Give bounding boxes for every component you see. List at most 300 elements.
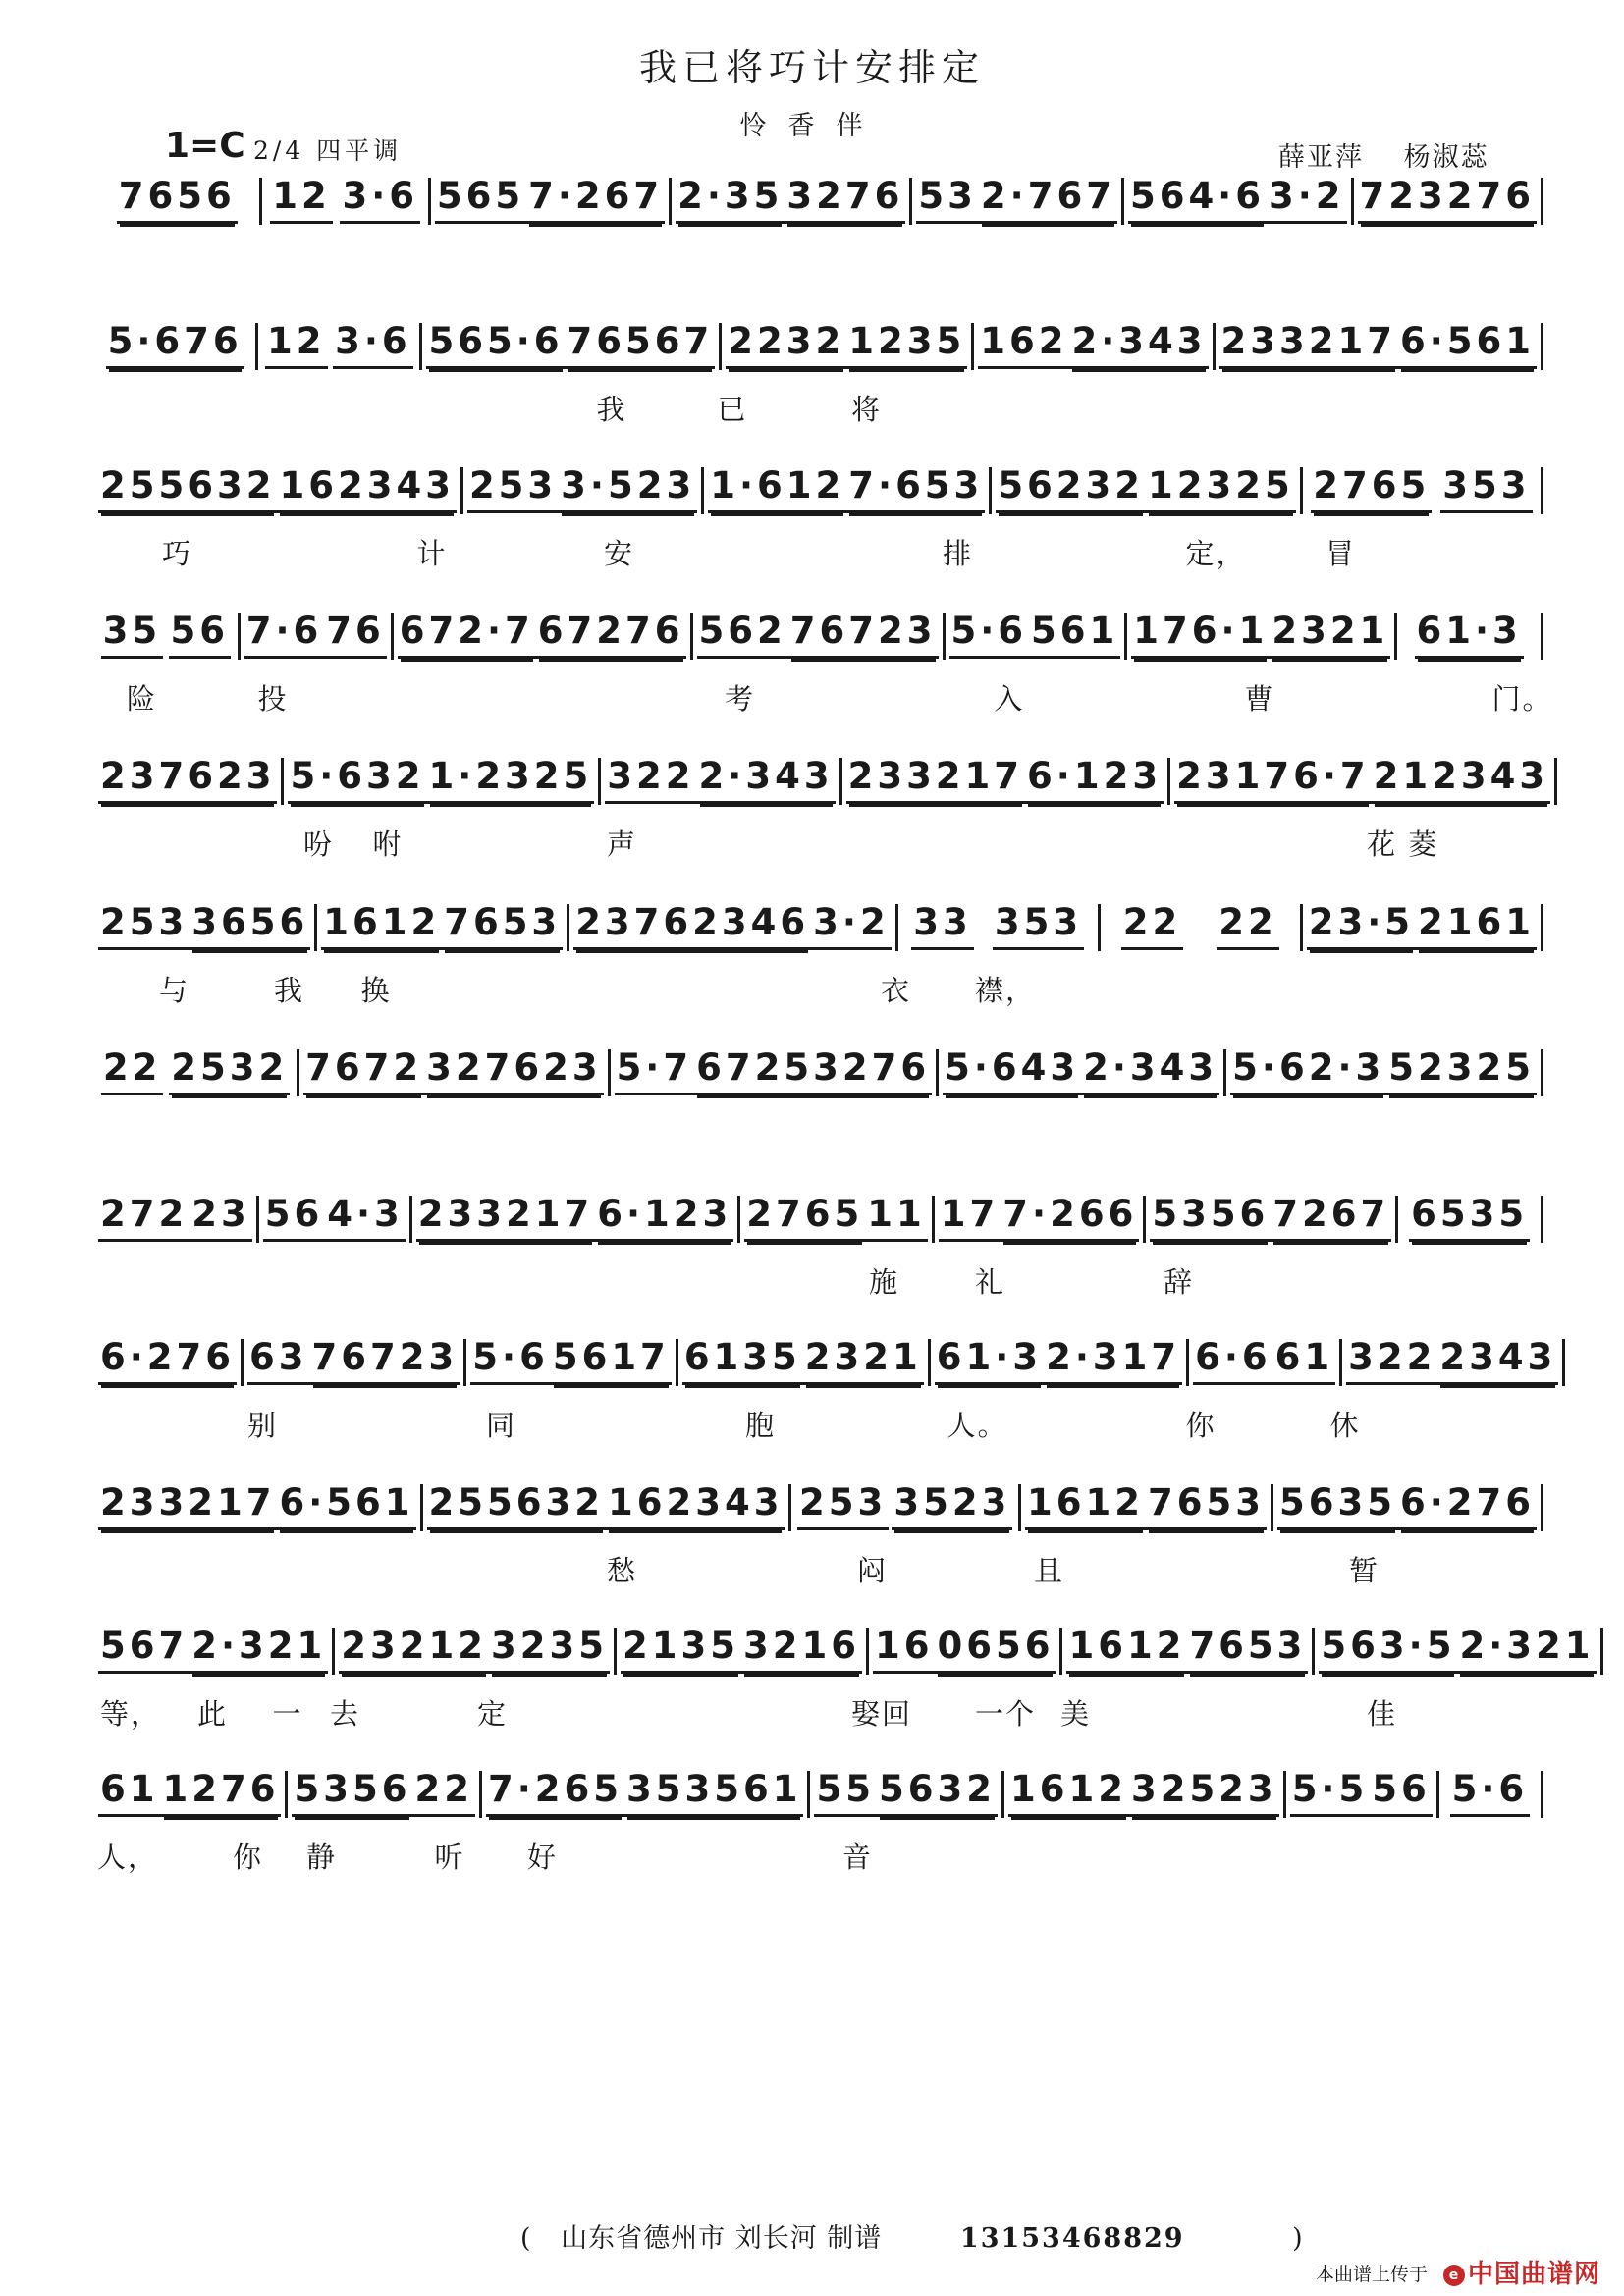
measure <box>94 1192 256 1242</box>
note-group: 565·6 <box>426 323 565 369</box>
measure <box>288 1767 478 1817</box>
notation-line <box>94 1335 1557 1384</box>
lyric-syllable: 暂 <box>1349 1554 1380 1587</box>
notation-line <box>94 320 1543 368</box>
note-group: 2·767 <box>979 178 1117 224</box>
note-group: 1612 <box>1008 1771 1129 1817</box>
lyric-syllable: 一 <box>272 1696 303 1731</box>
note-group: 272 <box>98 1196 189 1242</box>
lyric-syllable: 人， <box>97 1840 159 1874</box>
measure <box>1146 1192 1395 1242</box>
note-group: 3235 <box>489 1628 610 1674</box>
note-group: 327623 <box>424 1049 603 1095</box>
lyric-syllable: 巧 <box>162 537 193 571</box>
note-group: 353561 <box>624 1771 803 1817</box>
lyric-syllable: 与 <box>159 973 190 1007</box>
note-group: 176·1 <box>1131 613 1270 659</box>
lyric-syllable: 此 <box>197 1696 229 1731</box>
lyric-syllable: 休 <box>1329 1408 1361 1442</box>
notation-line <box>94 1192 1543 1241</box>
note-group: 5·6 <box>1450 1771 1531 1817</box>
measure <box>94 320 255 369</box>
note-group: 2·317 <box>1044 1339 1182 1385</box>
measure <box>394 609 690 659</box>
note-group: 7653 <box>1187 1628 1308 1674</box>
lyric-syllable: 佳 <box>1367 1696 1398 1731</box>
lyrics-line <box>94 823 1543 862</box>
note-group: 255632 <box>427 1484 606 1530</box>
lyric-syllable: 吩 <box>303 828 335 862</box>
measure <box>1226 1046 1541 1095</box>
note-group: 233217 <box>416 1196 595 1242</box>
score-row <box>94 900 1543 1032</box>
note-group: 5·62·3 <box>1230 1049 1386 1095</box>
note-group: 12 <box>270 178 333 224</box>
note-group: 253 <box>797 1484 889 1530</box>
site-logo-icon: e <box>1443 2265 1465 2286</box>
lyric-syllable: 咐 <box>372 828 404 862</box>
barline <box>1541 613 1543 660</box>
note-group: 4·3 <box>325 1196 406 1242</box>
barline <box>1541 904 1543 951</box>
note-group: 32523 <box>1129 1771 1279 1817</box>
footer-close-paren: ) <box>1292 2223 1304 2254</box>
measure <box>94 900 314 950</box>
lyrics-line <box>94 969 1543 1008</box>
measure <box>94 1481 420 1530</box>
measure <box>317 900 567 950</box>
measure <box>423 1481 789 1530</box>
note-group: 6·123 <box>595 1196 733 1242</box>
barline <box>1554 758 1557 805</box>
lyrics-line <box>94 1549 1543 1588</box>
note-group: 3·523 <box>559 467 697 513</box>
lyric-syllable: 投 <box>257 681 289 716</box>
measure <box>912 174 1121 224</box>
note-group: 2765 <box>1311 467 1432 513</box>
lyric-syllable: 美 <box>1060 1696 1092 1731</box>
note-group: 56232 <box>996 467 1146 513</box>
note-group: 7653 <box>442 904 563 950</box>
measure <box>422 320 719 369</box>
measure <box>704 464 989 513</box>
note-group: 2232 <box>726 323 846 369</box>
measure <box>740 1192 931 1242</box>
lyric-syllable: 襟， <box>975 973 1037 1007</box>
note-group: 1·612 <box>708 467 846 513</box>
note-group: 2343 <box>1437 1339 1558 1385</box>
note-group: 67253276 <box>694 1049 932 1095</box>
measure <box>259 1192 409 1242</box>
barline <box>1562 1339 1565 1386</box>
score-row <box>94 320 1543 451</box>
measure <box>693 609 943 659</box>
note-group: 2765 <box>744 1196 865 1242</box>
site-logo-text: 中国曲谱网 <box>1468 2260 1601 2289</box>
lyric-syllable: 且 <box>1034 1554 1065 1587</box>
lyric-syllable: 定， <box>1185 537 1247 571</box>
note-group: 162343 <box>277 467 456 513</box>
barline <box>1541 1771 1543 1818</box>
lyric-syllable: 曹 <box>1244 681 1275 716</box>
note-group: 2161 <box>1416 904 1537 950</box>
note-group: 2321 <box>803 1339 924 1385</box>
measure <box>1124 174 1351 224</box>
meter-and-mode: 2/4 四平调 <box>253 136 403 165</box>
lyrics-line <box>94 1692 1543 1732</box>
note-group: 12 <box>265 323 328 369</box>
lyric-syllable: 别 <box>247 1408 279 1442</box>
note-group: 162 <box>978 323 1069 369</box>
note-group: 22 <box>101 1049 164 1095</box>
note-group: 61 <box>98 1771 161 1817</box>
note-group: 61 <box>1273 1339 1336 1385</box>
note-group: 76723 <box>310 1339 460 1385</box>
measure <box>431 174 669 224</box>
measure <box>258 320 419 369</box>
note-group: 53 <box>916 178 979 224</box>
note-group: 5·6 <box>949 613 1030 659</box>
lyrics-line <box>94 242 1543 282</box>
upload-note: 本曲谱上传于 <box>1316 2264 1429 2285</box>
note-group: 22 <box>1217 904 1279 950</box>
note-group: 23 <box>189 1196 252 1242</box>
note-group: 56 <box>263 1196 326 1242</box>
barline <box>1541 1049 1543 1096</box>
note-group: 353 <box>1440 467 1532 513</box>
measure <box>241 609 391 659</box>
note-group: 61·3 <box>1415 613 1524 659</box>
lyric-syllable: 入 <box>994 681 1025 716</box>
lyric-syllable: 门。 <box>1491 681 1553 716</box>
note-group: 3·2 <box>811 904 892 950</box>
measure <box>1004 1767 1283 1817</box>
lyric-syllable: 胞 <box>745 1408 777 1442</box>
measure <box>1127 609 1394 659</box>
note-group: 6535 <box>1409 1196 1530 1242</box>
note-group: 3523 <box>892 1484 1012 1530</box>
measure <box>1303 900 1541 950</box>
lyrics-line <box>94 1114 1543 1153</box>
note-group: 76567 <box>566 323 716 369</box>
measure <box>1021 1481 1271 1530</box>
note-group: 5·7 <box>615 1049 695 1095</box>
note-group: 52325 <box>1386 1049 1537 1095</box>
lyrics-line <box>94 1404 1543 1443</box>
measure <box>617 1624 866 1674</box>
note-group: 1612 <box>1025 1484 1146 1530</box>
measure <box>466 1335 676 1385</box>
note-group: 6·561 <box>1398 323 1537 369</box>
lyrics-line <box>94 677 1553 717</box>
note-group: 2·321 <box>189 1628 328 1674</box>
note-group: 3656 <box>189 904 310 950</box>
note-group: 5·632 <box>288 758 426 804</box>
measure <box>842 755 1168 804</box>
note-group: 7656 <box>117 178 238 224</box>
note-group: 61·3 <box>935 1339 1044 1385</box>
note-group: 212343 <box>1372 758 1550 804</box>
notation-line <box>94 755 1549 803</box>
note-group: 233217 <box>1219 323 1398 369</box>
note-group: 563·5 <box>1319 1628 1457 1674</box>
score-row <box>94 1192 1543 1323</box>
note-group: 5·6 <box>470 1339 551 1385</box>
lyrics-line <box>94 1836 1543 1875</box>
note-group: 5635 <box>1277 1484 1398 1530</box>
lyric-syllable: 你 <box>1185 1408 1217 1442</box>
measure <box>94 1767 285 1817</box>
measure <box>992 464 1299 513</box>
lyric-syllable: 定 <box>477 1696 509 1731</box>
note-group: 5356 <box>1150 1196 1271 1242</box>
lyric-syllable: 同 <box>486 1408 517 1442</box>
lyric-syllable: 将 <box>851 393 883 427</box>
lyric-syllable: 娶回 <box>851 1696 913 1731</box>
note-group: 7653 <box>1146 1484 1267 1530</box>
lyric-syllable: 换 <box>360 973 392 1007</box>
lyrics-line <box>94 388 1543 427</box>
score-row <box>94 1335 1557 1467</box>
note-group: 17 <box>939 1196 1001 1242</box>
note-group: 253 <box>98 904 189 950</box>
note-group: 237623 <box>98 758 277 804</box>
measure <box>94 609 238 659</box>
note-group: 76723 <box>788 613 939 659</box>
score-row <box>94 1046 1543 1177</box>
note-group: 3·6 <box>340 178 420 224</box>
lyric-syllable: 好 <box>527 1840 559 1874</box>
measure <box>335 1624 614 1674</box>
note-group: 67276 <box>536 613 686 659</box>
note-group: 1612 <box>1066 1628 1187 1674</box>
lyric-syllable: 我 <box>596 393 627 427</box>
note-group: 233217 <box>98 1484 277 1530</box>
note-group: 5617 <box>551 1339 672 1385</box>
measure <box>94 464 460 513</box>
note-group: 6·276 <box>98 1339 237 1385</box>
measure <box>722 320 971 369</box>
score-row <box>94 1767 1543 1898</box>
measure <box>672 174 909 224</box>
note-group: 2532 <box>169 1049 290 1095</box>
note-group: 1276 <box>161 1771 282 1817</box>
note-group: 6·561 <box>277 1484 415 1530</box>
notation-line <box>94 900 1543 949</box>
note-group: 6·276 <box>1398 1484 1537 1530</box>
lyric-syllable: 冒 <box>1326 537 1357 571</box>
measure <box>412 1192 738 1242</box>
note-group: 2135 <box>621 1628 741 1674</box>
note-group: 2·343 <box>1069 323 1208 369</box>
note-group: 2·35 <box>676 178 785 224</box>
score-title: 我已将巧计安排定 <box>638 46 985 89</box>
barline <box>1600 1628 1603 1675</box>
lyric-syllable: 计 <box>416 537 448 571</box>
note-group: 672·7 <box>398 613 536 659</box>
measure <box>299 1046 607 1095</box>
lyric-syllable: 静 <box>306 1840 338 1874</box>
lyric-syllable: 闷 <box>857 1554 889 1587</box>
measure <box>1397 609 1541 659</box>
note-group: 3·2 <box>1267 178 1347 224</box>
measure <box>869 1624 1059 1674</box>
measure <box>94 174 259 224</box>
measure <box>791 1481 1018 1530</box>
note-group: 7672 <box>303 1049 424 1095</box>
lyrics-line <box>94 1260 1543 1300</box>
measure <box>935 1192 1144 1242</box>
note-group: 353 <box>993 904 1084 950</box>
note-group: 253 <box>467 467 559 513</box>
measure <box>569 900 895 950</box>
notation-line <box>94 464 1543 512</box>
measure <box>810 1767 1001 1817</box>
measure <box>94 1335 241 1385</box>
note-group: 561 <box>1029 613 1120 659</box>
measure <box>262 174 427 224</box>
lyrics-line <box>94 532 1543 571</box>
measure <box>1170 755 1554 804</box>
measure <box>1216 320 1542 369</box>
opera-name: 怜香伴 <box>739 111 885 141</box>
note-group: 5·676 <box>106 323 244 369</box>
note-group: 7·6 <box>244 613 325 659</box>
note-group: 2·343 <box>697 758 836 804</box>
notation-line <box>94 1046 1543 1095</box>
lyric-syllable: 去 <box>330 1696 361 1731</box>
note-group: 7267 <box>1271 1196 1391 1242</box>
note-group: 564·6 <box>1128 178 1267 224</box>
note-group: 1612 <box>321 904 442 950</box>
notation-line <box>94 174 1543 223</box>
note-group: 33 <box>911 904 974 950</box>
lyric-syllable: 声 <box>607 828 638 862</box>
notation-line <box>94 1624 1595 1673</box>
note-group: 16 <box>873 1628 936 1674</box>
note-group: 567 <box>98 1628 189 1674</box>
lyric-syllable: 施 <box>869 1264 900 1299</box>
measure <box>1315 1624 1599 1674</box>
lyric-syllable: 考 <box>725 681 756 716</box>
measure <box>1189 1335 1339 1385</box>
note-group: 23·5 <box>1307 904 1416 950</box>
note-group: 23762346 <box>573 904 811 950</box>
footer-open-paren: ( <box>520 2223 532 2254</box>
score-row <box>94 174 1543 305</box>
lyric-syllable: 险 <box>127 681 158 716</box>
score-row <box>94 1624 1595 1755</box>
lyric-syllable: 音 <box>842 1840 874 1874</box>
lyric-syllable: 花 菱 <box>1367 828 1439 862</box>
score-row <box>94 464 1543 595</box>
note-group: 562 <box>697 613 788 659</box>
barline <box>1541 1196 1543 1243</box>
note-group: 565 <box>435 178 526 224</box>
note-group: 3·6 <box>333 323 413 369</box>
note-group: 12325 <box>1146 467 1296 513</box>
singers: 薛亚萍 杨淑蕊 <box>1278 142 1489 173</box>
site-logo[interactable] <box>1443 2254 1600 2290</box>
footer-phone: 13153468829 <box>959 2223 1185 2254</box>
lyric-syllable: 等， <box>100 1696 162 1731</box>
measure <box>94 755 281 804</box>
note-group: 76 <box>324 613 387 659</box>
note-group: 3216 <box>741 1628 862 1674</box>
note-group: 322 <box>1346 1339 1437 1385</box>
note-group: 5·643 <box>943 1049 1081 1095</box>
note-group: 56 <box>1370 1771 1433 1817</box>
note-group: 3276 <box>785 178 905 224</box>
note-group: 2·343 <box>1081 1049 1219 1095</box>
score-row <box>94 755 1549 885</box>
score-row <box>94 1481 1543 1612</box>
note-group: 55 <box>814 1771 877 1817</box>
note-group: 23212 <box>339 1628 489 1674</box>
barline <box>1541 1484 1543 1531</box>
measure <box>1273 1481 1541 1530</box>
measure <box>1101 900 1300 950</box>
measure <box>1439 1767 1541 1817</box>
lyric-syllable: 我 <box>274 973 305 1007</box>
lyric-syllable: 你 <box>233 1840 264 1874</box>
measure <box>244 1335 463 1385</box>
barline <box>1541 178 1543 225</box>
measure <box>1342 1335 1562 1385</box>
footer-credit <box>501 2216 1324 2255</box>
note-group: 63 <box>247 1339 310 1385</box>
note-group: 22 <box>412 1771 475 1817</box>
note-group: 7·265 <box>486 1771 624 1817</box>
lyric-syllable: 辞 <box>1164 1264 1195 1299</box>
notation-line <box>94 609 1543 658</box>
note-group: 162343 <box>606 1484 785 1530</box>
measure <box>1354 174 1541 224</box>
measure <box>1286 1767 1436 1817</box>
note-group: 6·123 <box>1025 758 1164 804</box>
lyric-syllable: 一个 <box>975 1696 1037 1731</box>
note-group: 5632 <box>877 1771 998 1817</box>
measure <box>463 464 701 513</box>
lyric-syllable: 衣 <box>881 973 912 1007</box>
footer-transcriber: 山东省德州市 刘长河 制谱 <box>561 2223 883 2254</box>
measure <box>94 1046 297 1095</box>
note-group: 7·653 <box>846 467 985 513</box>
measure <box>946 609 1125 659</box>
key-signature: 1=C <box>165 126 245 166</box>
note-group: 56 <box>169 613 232 659</box>
measure <box>284 755 598 804</box>
lyric-syllable: 安 <box>604 537 635 571</box>
notation-line <box>94 1767 1543 1816</box>
measure <box>482 1767 808 1817</box>
lyric-syllable: 礼 <box>975 1264 1006 1299</box>
measure <box>898 900 1098 950</box>
note-group: 2321 <box>1270 613 1390 659</box>
note-group: 35 <box>101 613 164 659</box>
measure <box>931 1335 1186 1385</box>
note-group: 1·2325 <box>427 758 595 804</box>
note-group: 233217 <box>846 758 1025 804</box>
note-group: 23176·7 <box>1174 758 1372 804</box>
barline <box>1541 323 1543 370</box>
measure <box>939 1046 1223 1095</box>
lyric-syllable: 愁 <box>607 1554 638 1587</box>
measure <box>1303 464 1541 513</box>
note-group: 1235 <box>846 323 967 369</box>
note-group: 7·266 <box>1001 1196 1139 1242</box>
note-group: 0656 <box>935 1628 1056 1674</box>
